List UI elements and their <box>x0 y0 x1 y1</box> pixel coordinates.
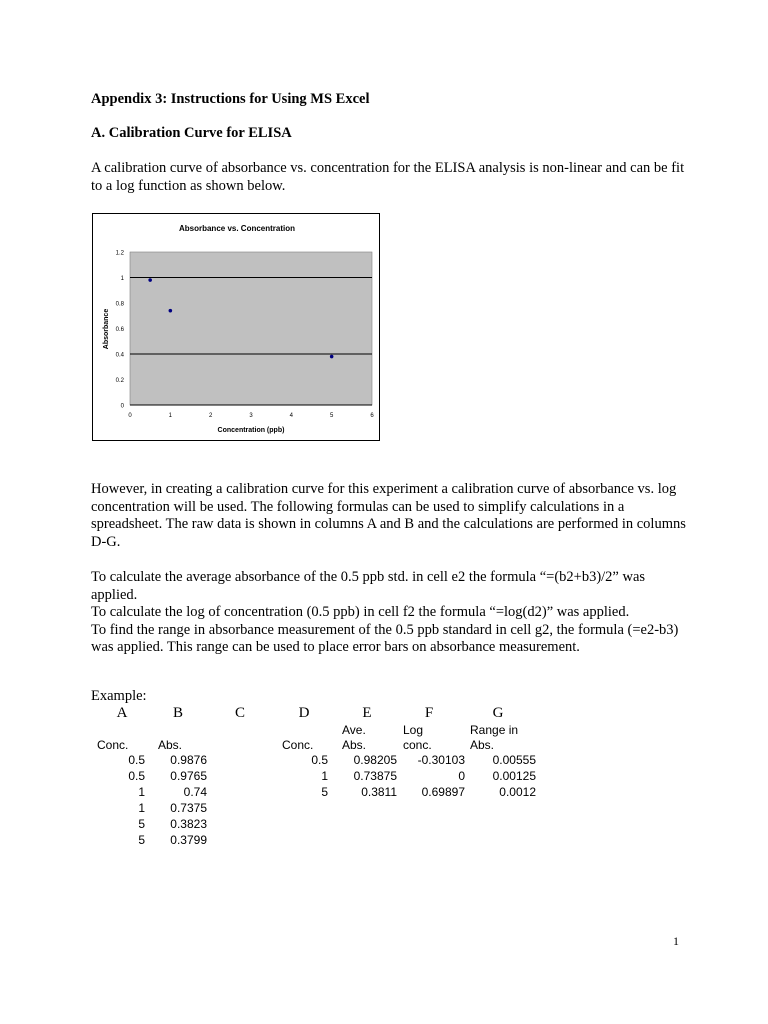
header-abs-range: Abs. <box>470 738 495 752</box>
calc-range-2: 0.00125 <box>492 769 536 783</box>
column-letter-f: F <box>424 705 434 721</box>
column-letter-g: G <box>492 705 504 721</box>
raw-abs-5: 0.3823 <box>170 817 207 831</box>
calc-conc-2: 1 <box>321 769 328 783</box>
calibration-paragraph-text: However, in creating a calibration curve for this experiment a calibration curve of absorbance vs. log concentration will be used. The following formulas can be used to simplify calculations in a spreadsheet. The raw data is shown in columns A and B and the calculations are performed in columns D-G. <box>91 481 686 550</box>
calc-log-1: -0.30103 <box>417 753 465 767</box>
calc-ave-1: 0.98205 <box>353 753 397 767</box>
calc-log-2: 0 <box>458 769 465 783</box>
y-tick-label-2: 0.4 <box>115 352 124 359</box>
raw-abs-1: 0.9876 <box>170 753 207 767</box>
calc-conc-1: 0.5 <box>311 753 328 767</box>
header-abs-raw: Abs. <box>158 738 183 752</box>
y-tick-label-0: 0 <box>120 403 124 410</box>
column-letter-b: B <box>172 705 183 721</box>
x-tick-label-6: 6 <box>370 413 374 419</box>
header-ave: Ave. <box>342 723 366 737</box>
raw-conc-5: 5 <box>138 817 145 831</box>
calc-ave-3: 0.3811 <box>361 785 397 799</box>
y-tick-label-4: 0.8 <box>115 301 124 308</box>
y-tick-label-5: 1 <box>120 276 124 282</box>
raw-abs-3: 0.74 <box>183 785 207 799</box>
chart-title: Absorbance vs. Concentration <box>178 224 296 233</box>
column-letter-c: C <box>234 705 245 721</box>
x-axis-label: Concentration (ppb) <box>217 427 285 434</box>
header-range-in: Range in <box>470 723 519 737</box>
calc-ave-2: 0.73875 <box>353 769 397 783</box>
x-tick-label-4: 4 <box>289 413 294 419</box>
formula-line-2: To calculate the log of concentration (0.5 ppb) in cell f2 the formula “=log(d2)” was applied. <box>91 604 630 621</box>
calc-conc-3: 5 <box>321 785 328 799</box>
header-abs-calc: Abs. <box>342 738 367 752</box>
y-axis-label: Absorbance <box>103 308 110 350</box>
x-tick-label-3: 3 <box>249 413 253 419</box>
calc-log-3: 0.69897 <box>421 785 465 799</box>
page-number: 1 <box>673 934 679 948</box>
header-log: Log <box>403 723 424 737</box>
x-tick-label-1: 1 <box>168 413 173 419</box>
header-conc-raw: Conc. <box>97 738 129 752</box>
raw-abs-4: 0.7375 <box>170 801 207 815</box>
intro-paragraph-text: A calibration curve of absorbance vs. concentration for the ELISA analysis is non-linear and can be fit to a log function as shown below. <box>91 160 685 194</box>
x-tick-label-5: 5 <box>329 413 334 419</box>
raw-conc-1: 0.5 <box>128 753 145 767</box>
calc-range-1: 0.00555 <box>492 753 536 767</box>
raw-conc-3: 1 <box>138 785 145 799</box>
formula-line-3: To find the range in absorbance measurement of the 0.5 ppb standard in cell g2, the formula (=e2-b3) was applied. This range can be used to place error bars on absorbance measurement. <box>91 621 679 656</box>
y-tick-label-1: 0.2 <box>115 378 124 384</box>
raw-abs-6: 0.3799 <box>170 833 207 847</box>
x-tick-label-0: 0 <box>128 413 132 419</box>
calc-range-3: 0.0012 <box>499 785 536 799</box>
appendix-title: Appendix 3: Instructions for Using MS Excel <box>91 91 370 107</box>
raw-conc-6: 5 <box>138 833 145 847</box>
formula-line-1: To calculate the average absorbance of the 0.5 ppb std. in cell e2 the formula “=(b2+b3)/2” was applied. <box>91 569 646 603</box>
x-tick-label-2: 2 <box>208 413 213 419</box>
raw-conc-2: 0.5 <box>128 769 145 783</box>
column-letter-e: E <box>362 705 372 721</box>
header-conc-calc: Conc. <box>282 738 314 752</box>
y-tick-label-6: 1.2 <box>115 250 124 257</box>
raw-conc-4: 1 <box>138 801 145 815</box>
raw-abs-2: 0.9765 <box>170 769 207 783</box>
column-letter-d: D <box>298 705 310 721</box>
section-title: A. Calibration Curve for ELISA <box>91 125 292 141</box>
column-letter-a: A <box>116 705 128 721</box>
header-conc-log: conc. <box>403 738 432 752</box>
y-tick-label-3: 0.6 <box>115 327 124 333</box>
example-label: Example: <box>91 688 147 704</box>
